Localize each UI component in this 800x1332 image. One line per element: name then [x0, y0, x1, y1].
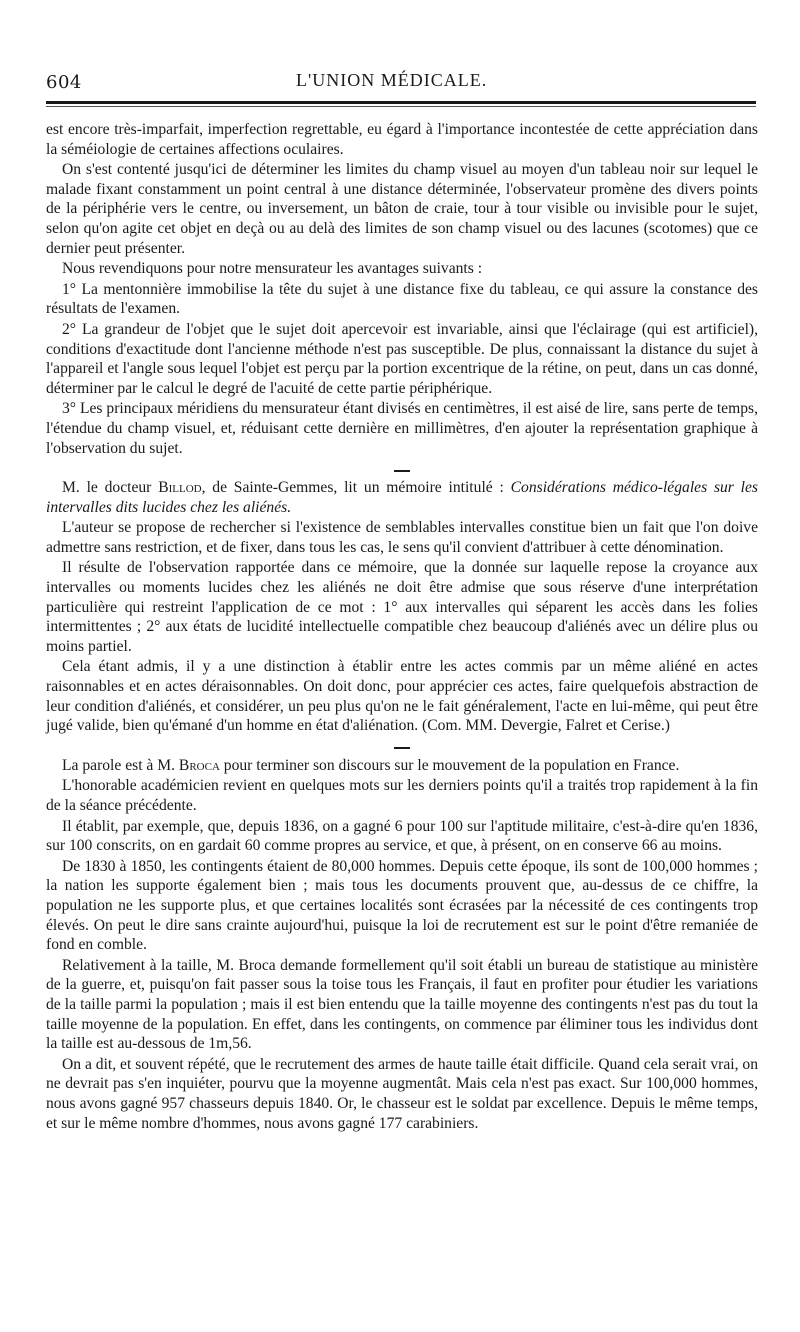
paragraph: Relativement à la taille, M. Broca demande formellement qu'il soit établi un bureau de statistique au ministère de la guerre, et, puisqu'on fait passer sous la toise tous les Français, il faut en profiter pour étudier les variations de la taille parmi la population ; mais il est bien entendu que la taille moyenne des contingents n'est pas du tout la taille moyenne de la population. En effet, dans les contingents, on commence par éliminer tous les individus dont la taille est au-dessous de 1m,56.	[46, 956, 758, 1053]
paragraph: Nous revendiquons pour notre mensurateur les avantages suivants :	[62, 260, 483, 278]
broca-intro: La parole est à M.	[62, 756, 179, 774]
paragraph: 1° La mentonnière immobilise la tête du sujet à une distance fixe du tableau, ce qui assure la constance des résultats de l'examen.	[46, 280, 758, 318]
paragraph: Cela étant admis, il y a une distinction à établir entre les actes commis par un même aliéné en actes raisonnables et en actes déraisonnables. On doit donc, pour apprécier ces actes, faire quelquefois abstraction de leur condition d'aliénés, et considérer, un peu plus qu'on ne le fait généralement, l'acte en lui-même, qui peut être jugé valide, bien qu'émané d'un homme en état d'aliénation. (Com. MM. Devergie, Falret et Cerise.)	[46, 658, 758, 735]
section-separator	[46, 460, 758, 470]
article-body	[46, 120, 758, 1134]
page-number: 604	[46, 72, 82, 93]
broca-rest: pour terminer son discours sur le mouvement de la population en France.	[219, 756, 680, 774]
paragraph: Il établit, par exemple, que, depuis 1836, on a gagné 6 pour 100 sur l'aptitude militaire, c'est-à-dire qu'en 1836, sur 100 conscrits, on en gardait 60 comme propres au service, et que, à présent, on en conserve 66 au moins.	[46, 817, 758, 855]
broca-paragraph	[46, 756, 758, 776]
paragraph: 3° Les principaux méridiens du mensurateur étant divisés en centimètres, il est aisé de lire, sans perte de temps, l'étendue du champ visuel, et, réduisant cette dernière en millimètres, d'en ajouter la représentation graphique à l'observation du sujet.	[46, 400, 758, 457]
section-separator	[46, 738, 758, 748]
billod-intro: M. le docteur	[62, 479, 159, 497]
memoir-title: Considérations médico-légales sur les intervalles dits lucides chez les aliénés.	[46, 479, 758, 516]
paragraph: De 1830 à 1850, les contingents étaient de 80,000 hommes. Depuis cette époque, ils sont de 100,000 hommes ; la nation les supporte également bien ; mais tous les documents prouvent que, au-dessus de ce chiffre, la population ne les supporte plus, et que certaines localités sont écrasées par la nécessité de ces contingents trop élevés. On peut le dire sans crainte aujourd'hui, puisque la loi de recrutement est sur le point d'être remaniée de fond en comble.	[46, 857, 758, 954]
broca-name: Broca	[178, 756, 220, 774]
paragraph: L'honorable académicien revient en quelques mots sur les derniers points qu'il a traités trop rapidement à la fin de la séance précédente.	[46, 777, 758, 814]
billod-paragraph	[46, 478, 758, 517]
billod-name: Billod	[158, 479, 202, 497]
paragraph: est encore très-imparfait, imperfection regrettable, eu égard à l'importance incontestée de cette appréciation dans la séméiologie de certaines affections oculaires.	[46, 121, 758, 158]
page	[46, 58, 766, 1132]
paragraph: On s'est contenté jusqu'ici de déterminer les limites du champ visuel au moyen d'un tableau noir sur lequel le malade fixant constamment un point central à une distance déterminée, l'observateur promène des divers points de la périphérie vers le centre, ou inversement, un bâton de craie, tour à tour visible ou invisible pour le sujet, selon qu'on agite cet objet en deçà ou au delà des limites de son champ visuel ou des lacunes (scotomes) que ce dernier peut présenter.	[46, 161, 758, 257]
paragraph: Il résulte de l'observation rapportée dans ce mémoire, que la donnée sur laquelle repose la croyance aux intervalles ou moments lucides chez les aliénés ne doit être admise que sous réserve d'une interprétation particulière qui restreint l'application de ce mot : 1° aux intervalles qui séparent les accès dans les folies intermittentes ; 2° aux états de lucidité intellectuelle compatible chez beaucoup d'aliénés avec un délire plus ou moins partiel.	[46, 559, 758, 655]
paragraph: 2° La grandeur de l'objet que le sujet doit apercevoir est invariable, ainsi que l'éclairage (qui est artificiel), conditions d'exactitude dont l'ancienne méthode n'est pas susceptible. De plus, connaissant la distance du sujet à l'appareil et l'angle sous lequel l'objet est perçu par la portion excentrique de la rétine, on peut, dans un cas donné, déterminer par le calcul le degré de l'acuité de cette partie périphérique.	[46, 320, 758, 397]
paragraph: On a dit, et souvent répété, que le recrutement des armes de haute taille était difficile. Quand cela serait vrai, on ne devrait pas s'en inquiéter, pourvu que la moyenne augmentât. Mais cela n'est pas exact. Sur 100,000 hommes, nous avons gagné 957 chasseurs depuis 1840. Or, le chasseur est le soldat par excellence. Depuis le même temps, et sur le même nombre d'hommes, nous avons gagné 177 carabiniers.	[46, 1055, 758, 1132]
paragraph: L'auteur se propose de rechercher si l'existence de semblables intervalles constitue bien un fait que l'on doive admettre sans restriction, et de fixer, dans tous les cas, le sens qu'il convient d'attribuer à cette dénomination.	[46, 519, 758, 556]
header-rule-thin	[46, 106, 756, 107]
header-rule	[46, 101, 756, 104]
billod-mid: , de Sainte-Gemmes, lit un mémoire intitulé :	[201, 479, 511, 497]
running-title: L'UNION MÉDICALE.	[296, 70, 488, 90]
page-header	[46, 58, 766, 94]
